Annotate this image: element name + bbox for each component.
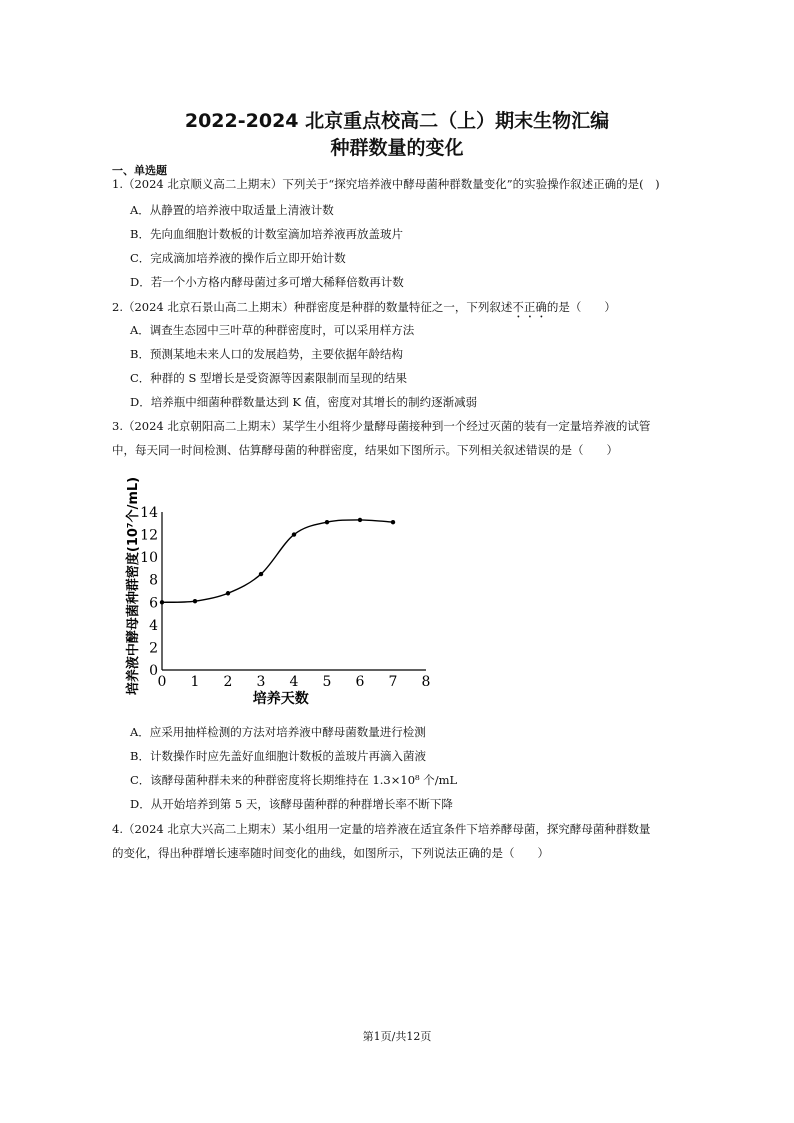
x-tick-label: 2 [223, 674, 233, 690]
question-1-option-a: A．从静置的培养液中取适量上清液计数 [130, 203, 334, 217]
question-2-option-d: D．培养瓶中细菌种群数量达到 K 值，密度对其增长的制约逐渐减弱 [130, 395, 478, 409]
x-tick-label: 5 [322, 674, 332, 690]
y-tick-label: 4 [149, 617, 158, 634]
x-tick-label: 7 [388, 674, 398, 690]
question-2-option-b: B．预测某地未来人口的发展趋势，主要依据年龄结构 [130, 347, 403, 361]
question-2-stem-post: 的是（ ） [546, 300, 616, 314]
y-axis-label: 培养液中酵母菌种群密度(10⁷个/mL) [126, 476, 141, 696]
question-4-stem-line-1: 4.（2024 北京大兴高二上期末）某小组用一定量的培养液在适宜条件下培养酵母菌，探究酵母菌种群数量 [112, 822, 651, 836]
question-2-option-c: C．种群的 S 型增长是受资源等因素限制而呈现的结果 [130, 371, 407, 385]
question-2-emphasis: 不正确 [512, 300, 547, 314]
page-footer: 第1页/共12页 [362, 1030, 432, 1043]
y-tick-label: 14 [140, 505, 158, 521]
y-tick-label: 2 [149, 640, 158, 657]
data-point [358, 518, 362, 522]
question-3-option-b: B．计数操作时应先盖好血细胞计数板的盖玻片再滴入菌液 [130, 749, 426, 763]
x-tick-label: 4 [289, 674, 299, 690]
x-tick-label: 8 [421, 674, 431, 690]
density-curve [162, 520, 393, 602]
question-2-option-a: A．调查生态园中三叶草的种群密度时，可以采用样方法 [130, 323, 415, 337]
question-3-option-d: D．从开始培养到第 5 天，该酵母菌种群的种群增长率不断下降 [130, 797, 453, 811]
y-tick-label: 8 [149, 572, 158, 589]
question-1-option-b: B．先向血细胞计数板的计数室滴加培养液再放盖玻片 [130, 227, 403, 241]
y-tick-label: 0 [149, 663, 158, 679]
x-tick-label: 3 [256, 674, 266, 690]
data-point [259, 572, 263, 576]
data-point [391, 520, 395, 524]
question-3-option-a: A．应采用抽样检测的方法对培养液中酵母菌数量进行检测 [130, 725, 426, 739]
data-point [160, 600, 164, 604]
data-point [325, 520, 329, 524]
x-axis-label: 培养天数 [252, 691, 309, 707]
document-title: 2022-2024 北京重点校高二（上）期末生物汇编 [184, 110, 610, 132]
question-1-option-d: D．若一个小方格内酵母菌过多可增大稀释倍数再计数 [130, 275, 404, 289]
question-3-option-c: C．该酵母菌种群未来的种群密度将长期维持在 1.3×10⁸ 个/mL [130, 773, 458, 787]
section-heading: 一、单选题 [112, 164, 167, 177]
question-3-stem-line-1: 3.（2024 北京朝阳高二上期末）某学生小组将少量酵母菌接种到一个经过灭菌的装有一定量培养液的试管 [112, 419, 651, 433]
question-1-stem: 1.（2024 北京顺义高二上期末）下列关于“探究培养液中酵母菌种群数量变化”的实验操作叙述正确的是( ) [112, 177, 660, 191]
y-tick-label: 10 [140, 550, 158, 567]
question-2-stem [112, 296, 687, 321]
question-3-stem-line-2: 中，每天同一时间检测、估算酵母菌的种群密度，结果如下图所示。下列相关叙述错误的是（ ） [112, 443, 618, 457]
population-density-chart [118, 470, 438, 710]
question-2-stem-pre: 2.（2024 北京石景山高二上期末）种群密度是种群的数量特征之一，下列叙述 [112, 300, 513, 314]
y-tick-label: 6 [149, 595, 158, 612]
data-point [292, 532, 296, 536]
document-subtitle: 种群数量的变化 [330, 137, 464, 159]
data-point [193, 599, 197, 603]
x-tick-label: 6 [355, 674, 365, 690]
question-1-option-c: C．完成滴加培养液的操作后立即开始计数 [130, 251, 346, 265]
question-4-stem-line-2: 的变化，得出种群增长速率随时间变化的曲线，如图所示，下列说法正确的是（ ） [112, 846, 549, 860]
x-tick-label: 1 [190, 674, 200, 690]
data-point [226, 591, 230, 595]
x-tick-label: 0 [157, 674, 167, 690]
y-tick-label: 12 [140, 527, 158, 544]
